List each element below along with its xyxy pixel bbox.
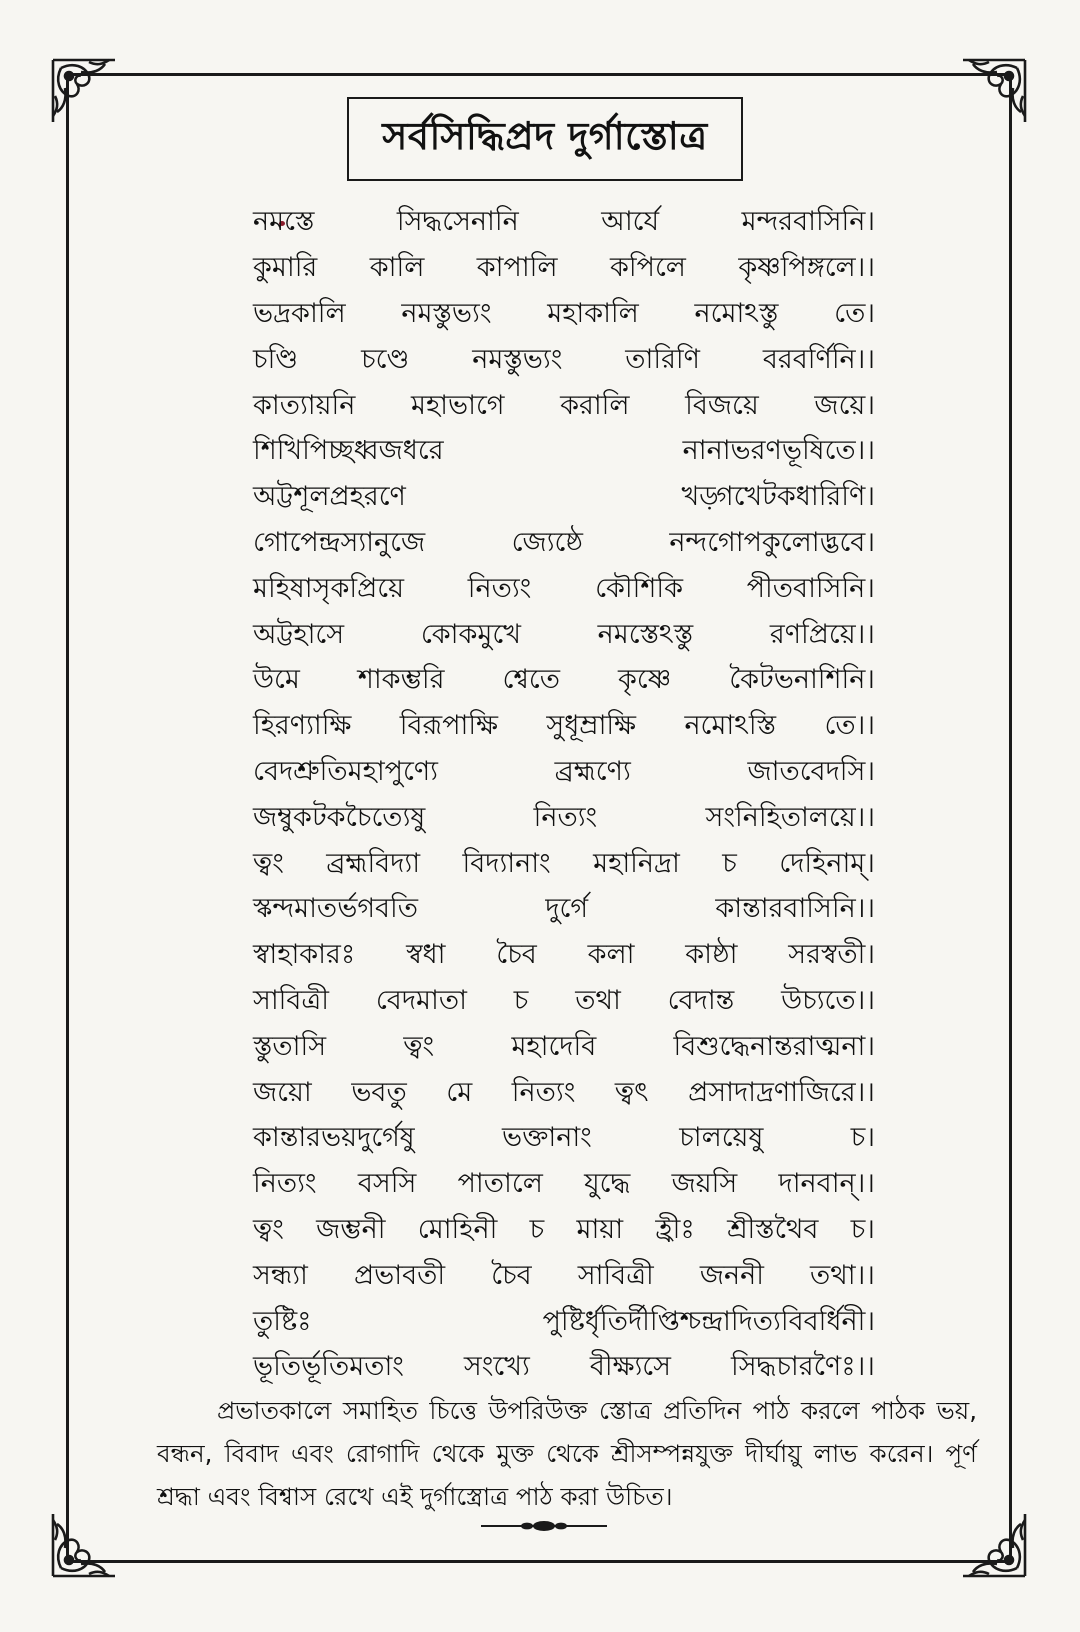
verse-word: কাষ্ঠা [685,939,738,971]
verse-word: জম্ভনী [316,1213,386,1245]
title-box [347,97,743,181]
verse-line [253,1071,875,1117]
corner-ornament-icon [943,52,1033,142]
verse-line [253,293,875,339]
verse-word: তারিণি [625,343,700,375]
verse-word: সাবিত্রী [577,1259,654,1291]
verse-word: মহাদেবি [511,1030,597,1062]
verse-word: স্বধা [406,939,446,971]
verse-word: কোকমুখে [420,618,521,650]
verse-line [253,1163,875,1209]
verse-word: তথা।। [810,1259,875,1291]
verse-word: যুদ্ধে [584,1168,631,1200]
verse-word: নিত্যং [467,572,532,604]
verse-word: শাকম্ভরি [357,664,445,696]
verse-word: সিদ্ধচারণৈঃ।। [730,1351,875,1383]
verse-word: চণ্ডে [361,343,410,375]
verse-word: হ্রীঃ [655,1213,695,1245]
verse-word: মন্দরবাসিনি। [741,206,875,238]
verse-line [253,980,875,1026]
verse-word: আর্যে [601,206,660,238]
verse-word: কপিলে [610,252,686,284]
verse-word: খড়্গখেটকধারিণি। [681,481,875,513]
verse-line [253,567,875,613]
verse-word: উচ্যতে।। [781,984,875,1016]
verse-word: স্কন্দমাতর্ভগবতি [253,893,419,925]
verse-word: নমস্তুভ্যং [401,297,492,329]
closing-paragraph: প্রভাতকালে সমাহিত চিত্তে উপরিউক্ত স্তোত্র প্রতিদিন পাঠ করলে পাঠক ভয়, বন্ধন, বিবাদ এবং রোগাদি থেকে মুক্ত থেকে শ্রীসম্পন্নযুক্ত দীর্ঘায়ু লাভ করেন। পূর্ণ শ্রদ্ধা এবং বিশ্বাস রেখে এই দুর্গাস্ত্রোত্র পাঠ করা উচিত। [157,1395,977,1511]
verse-word: নমস্তে [253,206,315,238]
verse-line [253,476,875,522]
verse-word: ত্বং [253,1213,284,1245]
verse-word: ভদ্রকালি [253,297,346,329]
verse-word: ত্বং [253,847,284,879]
verse-word: চৈব [496,939,537,971]
verse-word: সিদ্ধসেনানি [396,206,519,238]
verse-word: বেদান্ত [667,984,735,1016]
verse-line [253,201,875,247]
verse-word: চ [513,984,529,1016]
verse-word: কৃষ্ণপিঙ্গলে।। [738,252,875,284]
verse-word: জয়সি [671,1168,738,1200]
verse-line [253,751,875,797]
verse-line [253,338,875,384]
verse-word: দেহিনাম্। [779,847,875,879]
verse-line [253,1209,875,1255]
verse-line [253,247,875,293]
verse-word: কান্তারবাসিনি।। [715,893,875,925]
verse-line [253,522,875,568]
verse-word: নমস্তেঽস্তু [597,618,694,650]
verse-word: শ্রীস্তথৈব [727,1213,819,1245]
stotra-verses [253,201,875,1392]
verse-word: তুষ্টিঃ [253,1305,312,1337]
verse-word: নমোঽস্তু [694,297,779,329]
verse-word: কান্তারভয়দুর্গেষু [253,1122,415,1154]
verse-word: জননী [699,1259,764,1291]
verse-word: মোহিনী [417,1213,498,1245]
verse-word: বীক্ষ্যসে [589,1351,671,1383]
verse-word: স্তুতাসি [253,1030,327,1062]
verse-word: পাতালে [457,1168,543,1200]
verse-word: কালি [369,252,425,284]
verse-word: চ [529,1213,545,1245]
verse-word: শ্বেতে [502,664,560,696]
verse-word: বরবর্ণিনি।। [762,343,875,375]
page-border-frame [66,73,1012,1563]
verse-word: বিদ্যানাং [462,847,551,879]
verse-word: রণপ্রিয়ে।। [769,618,875,650]
verse-word: নমোঽস্তি [684,710,777,742]
verse-word: নমস্তুভ্যং [472,343,563,375]
verse-word: অট্টশূলপ্রহরণে [253,481,406,513]
verse-word: সাবিত্রী [253,984,329,1016]
verse-word: জম্বুকটকচৈত্যেষু [253,801,426,833]
verse-word: কুমারি [253,252,318,284]
verse-word: কৃষ্ণে [617,664,672,696]
verse-word: কলা [587,939,635,971]
verse-word: প্রভাবতী [353,1259,446,1291]
verse-word: বিজয়ে [685,389,759,421]
verse-word: ভূতির্ভূতিমতাং [253,1351,404,1383]
end-divider-icon [479,1516,609,1536]
verse-word: ভবতু [351,1076,407,1108]
verse-word: সরস্বতী। [788,939,875,971]
verse-word: মহিষাসৃকপ্রিয়ে [253,572,404,604]
verse-word: চ [722,847,737,879]
verse-word: অট্টহাসে [253,618,345,650]
verse-line [253,1300,875,1346]
verse-word: চ। [850,1122,875,1154]
verse-word: নিত্যং [511,1076,576,1108]
verse-word: স্বাহাকারঃ [253,939,356,971]
verse-word: জয়ে। [814,389,875,421]
verse-word: ত্বৎ [614,1076,649,1108]
verse-word: মায়া [576,1213,624,1245]
verse-line [253,430,875,476]
verse-word: বেদশ্রুতিমহাপুণ্যে [253,755,438,787]
verse-line [253,842,875,888]
verse-line [253,1025,875,1071]
corner-ornament-icon [45,1494,135,1584]
verse-word: শিখিপিচ্ছধ্বজধরে [253,435,444,467]
verse-word: হিরণ্যাক্ষি [253,710,352,742]
verse-word: জাতবেদসি। [747,755,875,787]
verse-word: তথা [575,984,621,1016]
page-title: সর্বসিদ্ধিপ্রদ দুর্গাস্তোত্র [382,114,708,158]
verse-word: তে। [834,297,875,329]
verse-line [253,384,875,430]
verse-word: প্রসাদাদ্রণাজিরে।। [688,1076,875,1108]
verse-line [253,796,875,842]
verse-word: তে।। [824,710,875,742]
verse-word: সংখ্যে [463,1351,530,1383]
verse-word: মহাকালি [547,297,639,329]
verse-word: দানবান্।। [778,1168,875,1200]
verse-word: বিরূপাক্ষি [399,710,498,742]
verse-word: কৈটভনাশিনি। [729,664,875,696]
verse-word: সন্ধ্যা [253,1259,308,1291]
verse-word: করালি [560,389,630,421]
verse-word: মহানিদ্রা [593,847,680,879]
verse-word: নিত্যং [253,1168,317,1200]
verse-line [253,705,875,751]
verse-word: নানাভরণভূষিতে।। [682,435,875,467]
corner-ornament-icon [45,52,135,142]
verse-word: নন্দগোপকুলোদ্ভবে। [669,526,875,558]
verse-line [253,934,875,980]
verse-word: সংনিহিতালয়ে।। [705,801,875,833]
verse-word: ব্রহ্মবিদ্যা [326,847,421,879]
verse-word: চালয়েষু [679,1122,764,1154]
verse-word: নিত্যং [533,801,598,833]
verse-word: পীতবাসিনি। [746,572,875,604]
verse-word: পুষ্টির্ধৃতির্দীপ্তিশ্চন্দ্রাদিত্যবিবর্ধিনী। [542,1305,875,1337]
verse-line [253,659,875,705]
verse-word: গোপেন্দ্রস্যানুজে [253,526,426,558]
verse-line [253,613,875,659]
verse-word: চ। [850,1213,875,1245]
verse-word: সুধূম্রাক্ষি [546,710,637,742]
verse-line [253,888,875,934]
verse-line [253,1254,875,1300]
verse-word: বসসি [357,1168,417,1200]
verse-word: দুর্গে [545,893,589,925]
verse-word: ত্বং [403,1030,435,1062]
verse-word: চণ্ডি [253,343,299,375]
verse-word: বেদমাতা [375,984,467,1016]
verse-word: বিশুদ্ধেনান্তরাত্মনা। [673,1030,875,1062]
verse-word: চৈব [491,1259,532,1291]
verse-word: উমে [253,664,300,696]
verse-word: কাত্যায়নি [253,389,356,421]
verse-word: মে [446,1076,473,1108]
verse-word: মহাভাগে [411,389,505,421]
verse-word: ব্রহ্মণ্যে [554,755,631,787]
verse-line [253,1117,875,1163]
verse-word: জ্যেষ্ঠে [511,526,583,558]
verse-word: ভক্তানাং [502,1122,592,1154]
verse-word: কাপালি [476,252,558,284]
verse-word: জয়ো [253,1076,312,1108]
verse-word: কৌশিকি [595,572,683,604]
verse-line [253,1346,875,1392]
